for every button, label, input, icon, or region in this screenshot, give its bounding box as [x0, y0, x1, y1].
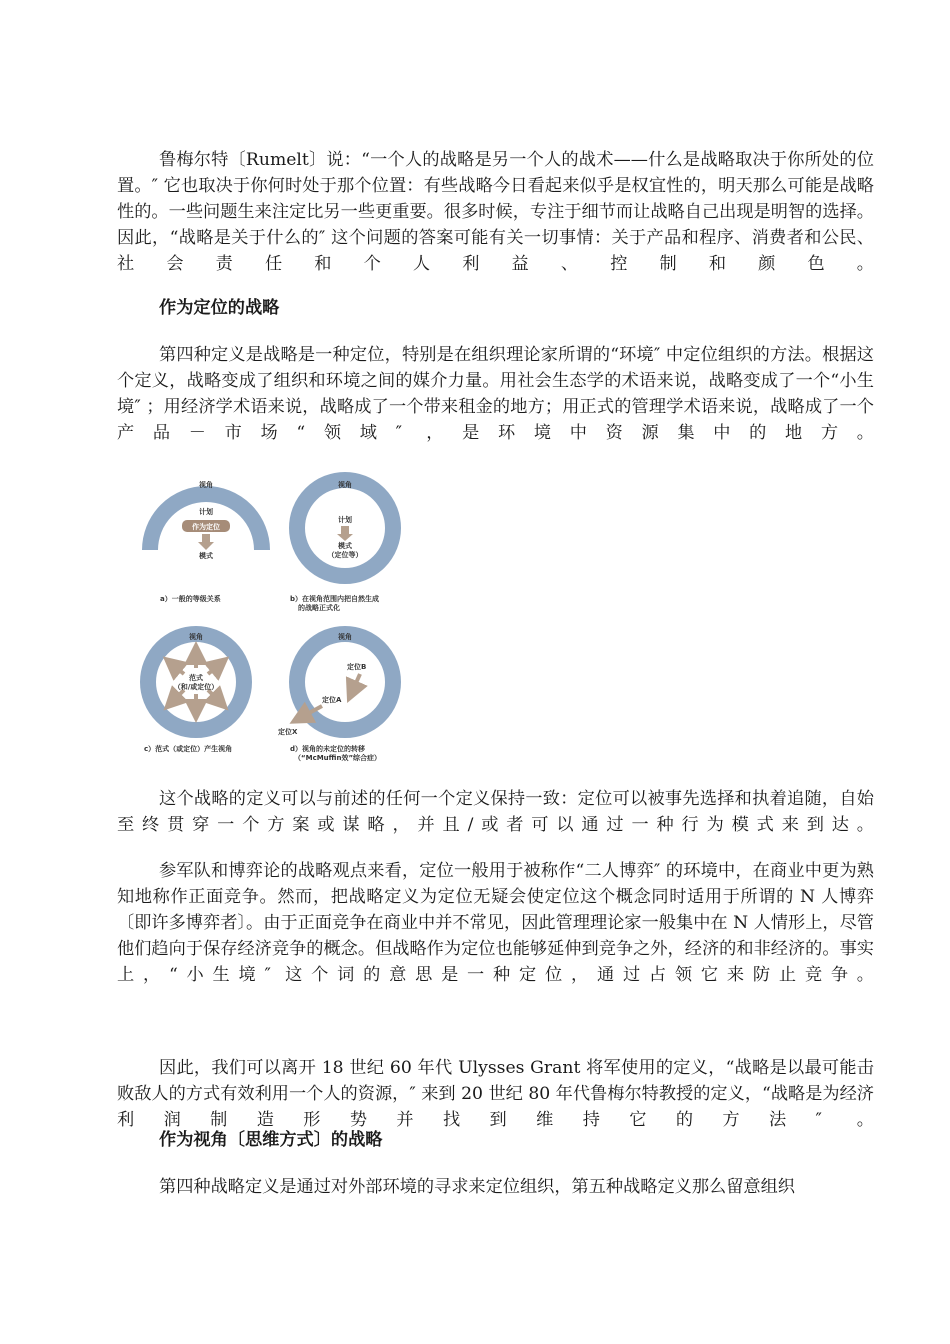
panel-b-plan-label: 计划 [338, 516, 352, 524]
panel-c-center-sub: （和/或定位） [173, 683, 219, 691]
panel-d-caption-line1: d）视角的未定位的转移 [290, 745, 366, 753]
panel-a-caption: a）一般的等级关系 [160, 595, 221, 603]
paragraph-game-theory: 参军队和博弈论的战略观点来看，定位一般用于被称作“二人博弈″ 的环境中，在商业中更为熟知地称作正面竞争。然而，把战略定义为定位无疑会使定位这个概念同时适用于所谓的 N 人博弈〔即许多博弈者〕。由于正面竞争在商业中并不常见，因此管理理论家一般集中在 N 人情形上，尽管他们趋向于保存经济竞争的概念。但战略作为定位也能够延伸到竞争之外，经济的和非经济的。事实上，“小生境″ 这个词的意思是一种定位，通过占领它来防止竞争。 [117, 861, 874, 985]
perspective-ring [297, 634, 393, 730]
panel-a-pattern-label: 模式 [199, 552, 213, 560]
perspective-ring [148, 634, 244, 730]
panel-b-caption-line2: 的战略正式化 [298, 604, 340, 612]
down-arrow-icon [337, 526, 353, 541]
panel-c-top-label: 视角 [189, 633, 203, 641]
heading-strategy-as-position: 作为定位的战略 [159, 298, 280, 318]
panel-b-pattern-sub: （定位等） [327, 551, 363, 559]
diagram-panel-a [150, 480, 262, 603]
panel-b-top-label: 视角 [338, 481, 352, 489]
panel-d-posX-label: 定位X [278, 728, 298, 736]
diagram-panel-d [278, 632, 393, 762]
paragraph-fifth-definition: 第四种战略定义是通过对外部环境的寻求来定位组织，第五种战略定义那么留意组织 [159, 1177, 795, 1197]
panel-b-pattern-label: 模式 [338, 542, 352, 550]
paragraph-consistency: 这个战略的定义可以与前述的任何一个定义保持一致：定位可以被事先选择和执着追随，自始至终贯穿一个方案或谋略，并且/或者可以通过一种行为模式来到达。 [117, 789, 874, 835]
paragraph-grant-rumelt: 因此，我们可以离开 18 世纪 60 年代 Ulysses Grant 将军使用的定义，“战略是以最可能击败敌人的方式有效利用一个人的资源，″ 来到 20 世纪 80 年代鲁梅尔特教授的定义，“战略是为经济利润制造形势并找到维持它的方法″ 。 [117, 1058, 874, 1130]
down-arrow-icon [198, 534, 214, 550]
paragraph-fourth-definition: 第四种定义是战略是一种定位，特别是在组织理论家所谓的“环境″ 中定位组织的方法。根据这个定义，战略变成了组织和环境之间的媒介力量。用社会生态学的术语来说，战略变成了一个“小生境″ ；用经济学术语来说，战略成了一个带来租金的地方；用正式的管理学术语来说，战略成了一个产品－市场“领域″ ，是环境中资源集中的地方。 [117, 345, 874, 443]
diagram-panel-c [144, 632, 244, 753]
panel-d-posB-label: 定位B [347, 663, 367, 671]
heading-strategy-as-perspective: 作为视角〔思维方式〕的战略 [159, 1130, 383, 1150]
diagram-panel-b [290, 480, 393, 612]
panel-d-caption-line2: （“McMuffin效”综合症） [294, 754, 382, 762]
panel-d-posA-label: 定位A [322, 696, 342, 704]
radiating-arrows-icon [172, 653, 220, 711]
panel-a-plan-label: 计划 [199, 508, 213, 516]
panel-a-top-label: 视角 [199, 481, 213, 489]
panel-d-top-label: 视角 [338, 633, 352, 641]
panel-a-position-label: 作为定位 [192, 523, 220, 531]
paragraph-rumelt: 鲁梅尔特〔Rumelt〕说：“一个人的战略是另一个人的战术——什么是战略取决于你所处的位置。″ 它也取决于你何时处于那个位置：有些战略今日看起来似乎是权宜性的，明天那么可能是战略性的。一些问题生来注定比另一些更重要。很多时候，专注于细节而让战略自己出现是明智的选择。因此，“战略是关于什么的″ 这个问题的答案可能有关一切事情：关于产品和程序、消费者和公民、社会责任和个人利益、控制和颜色。 [117, 150, 874, 274]
panel-b-caption-line1: b）在视角范围内把自然生成 [290, 595, 380, 603]
panel-c-center-label: 范式 [189, 674, 203, 682]
strategy-diagram [132, 470, 432, 770]
panel-c-caption: c）范式（或定位）产生视角 [144, 745, 233, 753]
